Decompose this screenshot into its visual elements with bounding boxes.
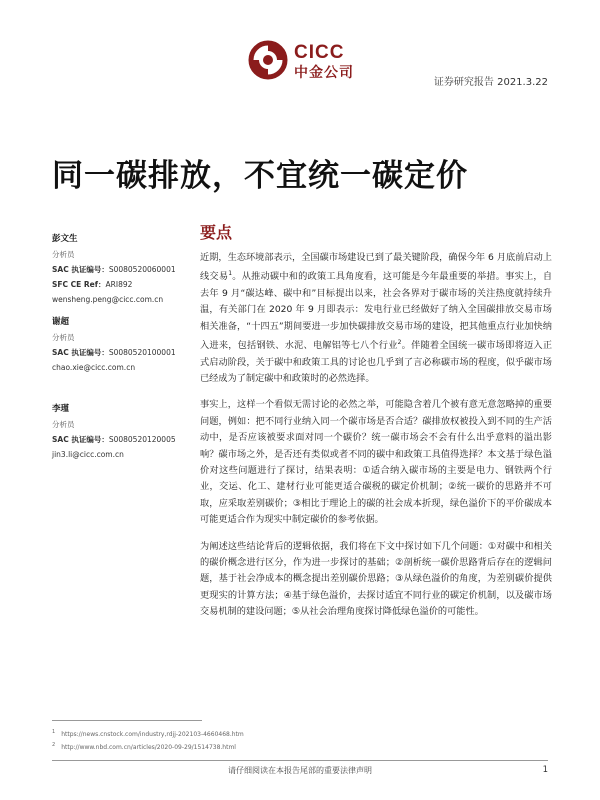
paragraph-text: 。伴随着全国统一碳市场即将迈入正式启动阶段，关于碳中和政策工具的讨论也几乎到了言必称碳市场的程度，似乎碳市场已经成为了制定碳中和政策时的必然选择。 [200,340,553,384]
sac-label: SAC 执证编号： [52,348,109,357]
logo-english: CICC [294,42,345,63]
analyst-card [52,315,192,375]
body-paragraph: 事实上，这样一个看似无需讨论的必然之举，可能隐含着几个被有意无意忽略掉的重要问题，例如：把不同行业纳入同一个碳市场是否合适？碳排放权被投入到不同的生产活动中，是否应该被要求面对同一个碳价？统一碳市场会不会有什么出乎意料的溢出影响？碳市场之外，是否还有类似或者不同的碳中和政策工具值得选择？本文基于绿色溢价对这些问题进行了探讨，结果表明：①适合纳入碳市场的主要是电力、钢铁两个行业，交运、化工、建材行业可能更适合碳税的碳定价机制；②统一碳价的思路并不可取，应采取差别碳价；③相比于理论上的碳的社会成本折现，绿色溢价下的平价碳成本可能更适合作为现实中制定碳价的参考依据。 [200,399,552,526]
sac-number: S0080520100001 [108,348,176,357]
report-body [200,250,552,631]
footnote-divider [52,720,202,721]
analyst-role: 分析员 [52,250,75,259]
footer-divider [52,760,548,761]
legal-disclaimer[interactable]: 请仔细阅读在本报告尾部的重要法律声明 [228,766,372,775]
analyst-sac [52,432,192,447]
paragraph-text: 近期，生态环境部表示，全国碳市场建设已到了最关键阶段，确保今年 6 月底前启动上线交易 [200,252,552,283]
sac-number: S0080520060001 [108,265,176,274]
sac-number: S0080520120005 [108,435,176,444]
footnote-ref[interactable]: 2 [397,339,402,347]
report-title: 同一碳排放，不宜统一碳定价 [52,158,468,194]
analyst-name: 李瑾 [52,404,70,414]
analyst-name: 彭文生 [52,234,78,244]
analyst-card [52,232,192,307]
report-date: 证券研究报告 2021.3.22 [433,77,548,88]
body-paragraph [200,250,552,387]
analyst-role: 分析员 [52,333,75,342]
body-paragraph: 为阐述这些结论背后的逻辑依据，我们将在下文中探讨如下几个问题：①对碳中和相关的碳价概念进行区分，作为进一步探讨的基础；②剖析统一碳价思路背后存在的逻辑问题，基于社会净成本的概念提出差别碳价思路；③从绿色溢价的角度，为差别碳价提供更现实的计算方法；④基于绿色溢价，去探讨适宜不同行业的碳定价机制，以及碳市场交易机制的建设问题；⑤从社会治理角度探讨降低绿色溢价的可能性。 [200,540,552,618]
cicc-logo [248,40,368,84]
footnote-number: 1 [52,729,56,735]
logo-chinese: 中金公司 [294,65,354,81]
sfc-number: ARI892 [105,280,133,289]
paragraph-text: 。从推动碳中和的政策工具角度看，这可能是今年最重要的举措。事实上，自去年 9 月“碳达峰、碳中和”目标提出以来，社会各界对于碳市场的关注热度就持续升温，有关部门在 2020 年 9 月即表示：发电行业已经做好了纳入全国碳排放交易市场相关准备，“十四五”期间要进一步加快碳排放交易市场的建设，把其他重点行业加快纳入进来，包括钢铁、水泥、电解铝等七八个行业 [200,271,553,352]
analyst-name: 谢超 [52,317,70,327]
analyst-sfc [52,277,192,292]
footnote-ref[interactable]: 1 [228,270,233,278]
footnote-link[interactable]: http://www.nbd.com.cn/articles/2020-09-29/1514738.html [61,744,236,751]
footnotes [52,727,244,753]
section-heading: 要点 [200,223,233,242]
footnote-number: 2 [52,742,56,748]
footnote-item [52,727,244,740]
analyst-role: 分析员 [52,420,75,429]
analyst-card [52,402,192,462]
analyst-email[interactable]: wensheng.peng@cicc.com.cn [52,295,164,304]
analyst-email[interactable]: jin3.li@cicc.com.cn [52,450,124,459]
sac-label: SAC 执证编号： [52,265,109,274]
cicc-emblem-icon [248,40,288,80]
analyst-sac [52,262,192,277]
analyst-email[interactable]: chao.xie@cicc.com.cn [52,363,136,372]
sfc-label: SFC CE Ref： [52,280,106,289]
footnote-item [52,740,244,753]
page-number: 1 [542,765,548,775]
analyst-sac [52,345,192,360]
sac-label: SAC 执证编号： [52,435,109,444]
footnote-link[interactable]: https://news.cnstock.com/industry,rdjj-202103-4660468.htm [61,731,244,738]
